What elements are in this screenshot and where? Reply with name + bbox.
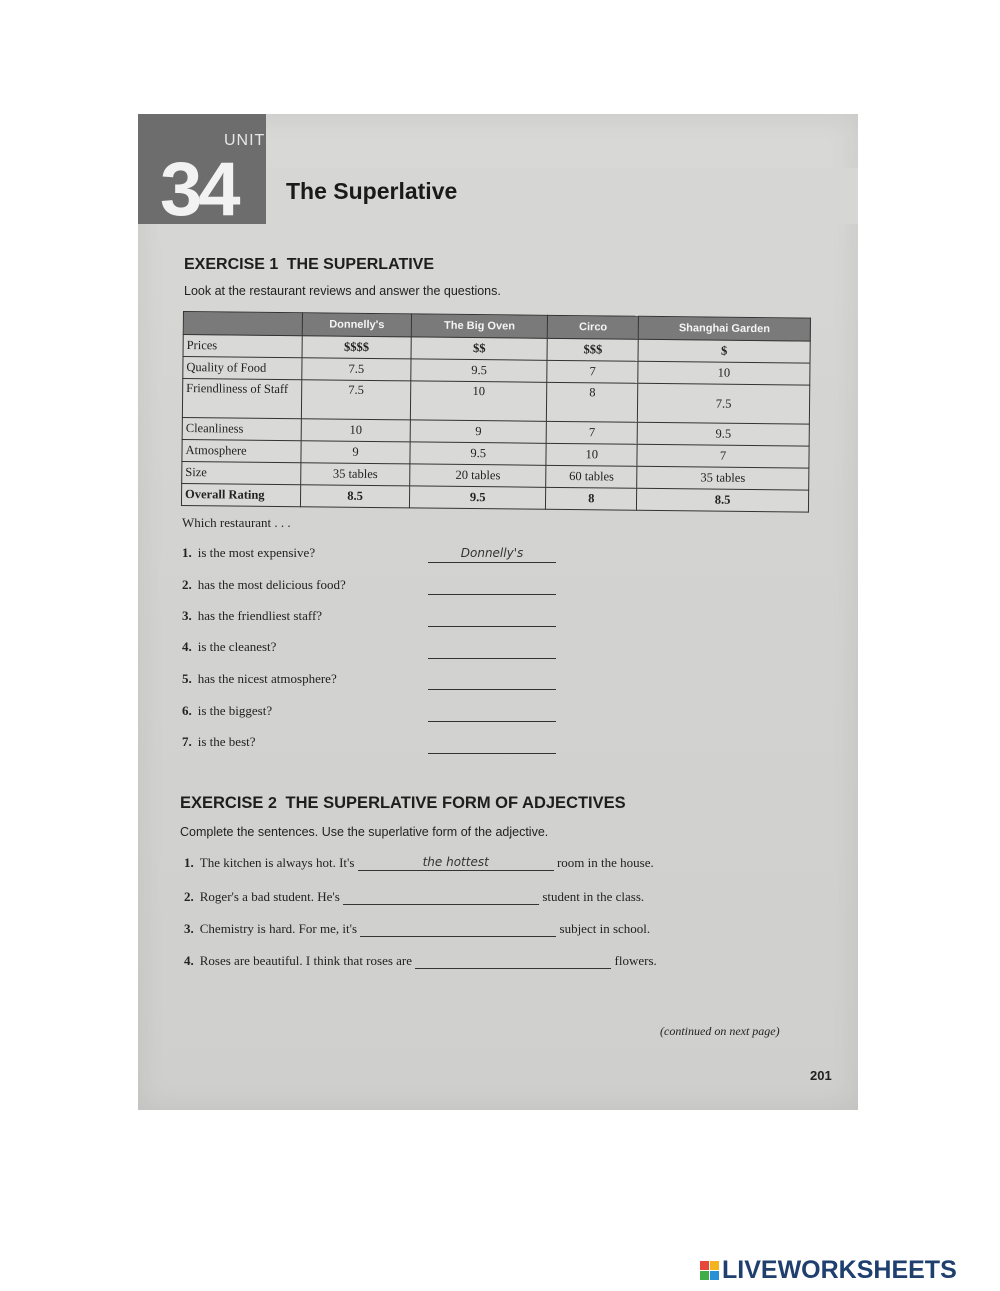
- worksheet-page: [138, 114, 858, 1110]
- row-label: Size: [182, 461, 301, 484]
- continued-note: (continued on next page): [660, 1024, 780, 1038]
- row-label: Cleanliness: [182, 417, 301, 440]
- question-text: is the best?: [197, 734, 256, 749]
- table-cell: 7.5: [638, 383, 810, 424]
- exercise1-instruction: Look at the restaurant reviews and answer the questions.: [184, 284, 501, 298]
- table-row: [182, 379, 809, 425]
- sentence-answer-field-2[interactable]: [343, 889, 539, 905]
- sentence-answer-field-3[interactable]: [360, 921, 556, 937]
- exercise1-label: EXERCISE: [184, 256, 265, 273]
- table-cell: 7.5: [302, 358, 411, 381]
- question-text: has the most delicious food?: [197, 577, 346, 592]
- table-cell: $$$$: [302, 336, 411, 359]
- exercise2-heading: [180, 794, 626, 813]
- sentence-2: [184, 889, 644, 905]
- table-cell: 10: [301, 419, 410, 442]
- sentence-after: flowers.: [614, 953, 657, 968]
- answer-field-1[interactable]: Donnelly's: [428, 546, 556, 563]
- table-cell: 9.5: [637, 422, 809, 446]
- sentence-before: Chemistry is hard. For me, it's: [199, 921, 358, 936]
- table-cell: 20 tables: [410, 464, 547, 487]
- question-5: [182, 671, 337, 687]
- sentence-before: Roger's a bad student. He's: [199, 889, 340, 904]
- answer-field-6[interactable]: [428, 705, 556, 722]
- question-number: 3.: [182, 608, 192, 623]
- question-text: is the biggest?: [197, 703, 273, 718]
- sentence-4: [184, 953, 657, 969]
- table-cell: 8: [546, 487, 637, 510]
- row-label: Overall Rating: [181, 483, 300, 506]
- brand-square-yellow: [710, 1261, 719, 1270]
- sentence-after: room in the house.: [556, 855, 654, 870]
- unit-label: UNIT: [224, 132, 266, 149]
- brand-square-red: [700, 1261, 709, 1270]
- table-cell: 10: [638, 361, 810, 385]
- question-2: [182, 577, 346, 593]
- sentence-number: 3.: [184, 921, 194, 936]
- question-7: [182, 734, 256, 750]
- question-intro: Which restaurant . . .: [182, 515, 291, 530]
- sentence-number: 2.: [184, 889, 194, 904]
- brand-square-green: [700, 1271, 709, 1280]
- question-6: [182, 703, 272, 719]
- answer-field-5[interactable]: [428, 673, 556, 690]
- unit-badge: [138, 114, 266, 232]
- sentence-after: student in the class.: [542, 889, 645, 904]
- exercise2-number: 2: [268, 795, 277, 812]
- table-header: Shanghai Garden: [638, 316, 810, 341]
- table-cell: $$$: [547, 338, 638, 361]
- brand-squares-icon: [700, 1261, 719, 1280]
- sentence-number: 1.: [184, 855, 194, 870]
- row-label: Atmosphere: [182, 439, 301, 462]
- table-cell: 7.5: [301, 380, 410, 420]
- page-number: 201: [810, 1068, 832, 1083]
- question-3: [182, 608, 322, 624]
- table-cell: 8.5: [300, 485, 409, 508]
- table-header: Donnelly's: [302, 313, 411, 337]
- table-cell: 8: [547, 382, 638, 422]
- table-cell: 7: [547, 360, 638, 383]
- question-number: 5.: [182, 671, 192, 686]
- table-cell: 9.5: [411, 359, 548, 382]
- brand-text: LIVEWORKSHEETS: [722, 1256, 957, 1284]
- table-cell: $: [638, 339, 810, 363]
- answer-field-2[interactable]: [428, 578, 556, 595]
- table-cell: 8.5: [637, 488, 809, 512]
- sentence-1: [184, 855, 654, 871]
- row-label: Prices: [183, 335, 302, 358]
- sentence-after: subject in school.: [559, 921, 651, 936]
- restaurant-table: [181, 311, 811, 513]
- exercise2-label: EXERCISE: [180, 794, 264, 812]
- row-label: Quality of Food: [183, 357, 302, 380]
- table-header: Circo: [548, 315, 639, 339]
- table-cell: 35 tables: [637, 466, 809, 490]
- answer-field-3[interactable]: [428, 610, 556, 627]
- row-label: Friendliness of Staff: [182, 379, 301, 419]
- question-text: has the nicest atmosphere?: [197, 671, 337, 686]
- question-text: is the cleanest?: [197, 639, 277, 654]
- question-4: [182, 639, 276, 655]
- table-cell: 35 tables: [301, 463, 410, 486]
- table-cell: 9: [410, 420, 547, 443]
- table-cell: 7: [547, 421, 638, 444]
- table-cell: 9: [301, 441, 410, 464]
- exercise2-instruction: Complete the sentences. Use the superlative form of the adjective.: [180, 825, 549, 839]
- exercise1-number: 1: [269, 256, 279, 273]
- exercise1-heading: [184, 256, 434, 274]
- sentence-answer-field-1[interactable]: the hottest: [358, 855, 554, 871]
- question-text: has the friendliest staff?: [197, 608, 323, 623]
- exercise2-title: THE SUPERLATIVE FORM OF ADJECTIVES: [285, 794, 626, 812]
- question-text: is the most expensive?: [197, 545, 316, 560]
- sentence-before: Roses are beautiful. I think that roses are: [199, 953, 413, 968]
- exercise1-title: THE SUPERLATIVE: [286, 256, 435, 273]
- question-number: 2.: [182, 577, 192, 592]
- table-cell: 9.5: [410, 442, 547, 465]
- table-header: The Big Oven: [411, 314, 548, 338]
- brand-square-blue: [710, 1271, 719, 1280]
- question-number: 4.: [182, 639, 192, 654]
- question-number: 7.: [182, 734, 192, 749]
- sentence-3: [184, 921, 650, 937]
- sentence-number: 4.: [184, 953, 194, 968]
- answer-field-7[interactable]: [428, 737, 556, 754]
- answer-field-4[interactable]: [428, 642, 556, 659]
- table-cell: 10: [546, 443, 637, 466]
- unit-title: The Superlative: [286, 178, 458, 204]
- table-cell: 9.5: [409, 486, 546, 509]
- unit-number: 34: [160, 147, 237, 232]
- question-1: [182, 545, 315, 561]
- sentence-before: The kitchen is always hot. It's: [199, 855, 355, 870]
- table-corner: [183, 312, 302, 336]
- table-cell: $$: [411, 337, 548, 360]
- table-cell: 7: [637, 444, 809, 468]
- table-cell: 10: [410, 381, 547, 421]
- sentence-answer-field-4[interactable]: [415, 953, 611, 969]
- question-number: 6.: [182, 703, 192, 718]
- brand-logo[interactable]: [700, 1256, 957, 1285]
- question-number: 1.: [182, 545, 192, 560]
- table-cell: 60 tables: [546, 465, 637, 488]
